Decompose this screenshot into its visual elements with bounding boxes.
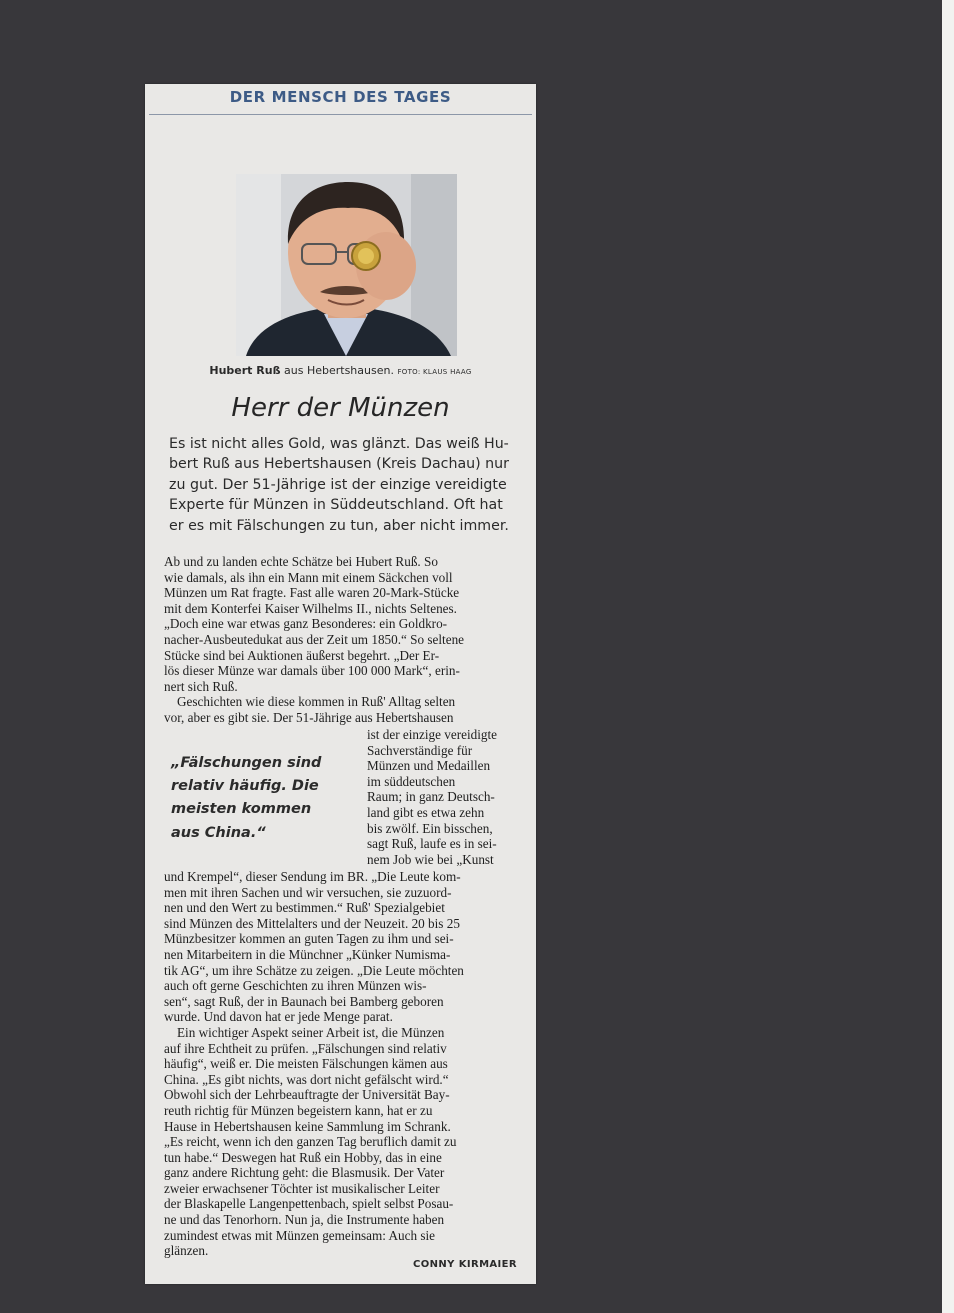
body-line: „Doch eine war etwas ganz Besonderes: ein Goldkro- — [164, 616, 448, 632]
lead-line: Experte für Münzen in Süddeutschland. Oft hat — [169, 497, 503, 514]
body-line: tun habe.“ Deswegen hat Ruß ein Hobby, das in eine — [164, 1149, 442, 1165]
body-line: Ein wichtiger Aspekt seiner Arbeit ist, die Münzen — [177, 1024, 445, 1040]
photo-credit: FOTO: KLAUS HAAG — [397, 368, 472, 376]
body-line: „Es reicht, wenn ich den ganzen Tag beruflich damit zu — [164, 1134, 457, 1150]
author-signature: CONNY KIRMAIER — [413, 1259, 518, 1270]
lead-line: Es ist nicht alles Gold, was glänzt. Das weiß Hu- — [169, 436, 509, 452]
body-line: Münzen und Medaillen — [367, 758, 491, 774]
body-line: der Blaskapelle Langenpettenbach, spielt selbst Posau- — [164, 1196, 454, 1212]
quote-line: relativ häufig. Die — [171, 778, 319, 795]
scanner-edge — [942, 0, 954, 1313]
body-line: Ab und zu landen echte Schätze bei Hubert Ruß. So — [164, 554, 438, 569]
body-line: Sachverständige für — [367, 742, 473, 758]
quote-line: aus China.“ — [171, 824, 266, 841]
lead-line: bert Ruß aus Hebertshausen (Kreis Dachau) nur — [169, 456, 509, 473]
body-line: auf ihre Echtheit zu prüfen. „Fälschungen sind relativ — [164, 1040, 447, 1056]
body-line: Geschichten wie diese kommen in Ruß' Alltag selten — [177, 694, 456, 710]
body-line: sind Münzen des Mittelalters und der Neuzeit. 20 bis 25 — [164, 915, 460, 931]
quote-line: meisten kommen — [171, 801, 312, 818]
body-line: sagt Ruß, laufe es in sei- — [367, 836, 497, 852]
body-text-right-column — [367, 727, 519, 867]
headline: Herr der Münzen — [231, 393, 450, 423]
quote-line: „Fälschungen sind — [171, 755, 322, 771]
body-line: men mit ihren Sachen und wir versuchen, sie zuzuord- — [164, 884, 452, 900]
body-line: mit dem Konterfei Kaiser Wilhelms II., nichts Seltenes. — [164, 600, 457, 616]
section-kicker: DER MENSCH DES TAGES — [229, 88, 452, 106]
body-line: ist der einzige vereidigte — [367, 727, 497, 742]
body-text-bottom — [164, 869, 519, 1259]
body-line: häufig“, weiß er. Die meisten Fälschungen kämen aus — [164, 1056, 448, 1072]
body-line: wurde. Und davon hat er jede Menge parat. — [164, 1009, 393, 1025]
body-line: tik AG“, um ihre Schätze zu zeigen. „Die Leute möchten — [164, 962, 464, 978]
body-line: nen und den Wert zu bestimmen.“ Ruß' Spezialgebiet — [164, 900, 445, 916]
portrait-photo — [236, 174, 457, 356]
body-line: und Krempel“, dieser Sendung im BR. „Die Leute kom- — [164, 869, 461, 884]
body-line: wie damals, als ihn ein Mann mit einem Säckchen voll — [164, 569, 453, 585]
body-line: Raum; in ganz Deutsch- — [367, 789, 495, 805]
newspaper-clipping — [145, 84, 536, 1284]
body-line: nen Mitarbeitern in die Münchner „Künker Numisma- — [164, 946, 451, 962]
body-line: Münzbesitzer kommen an guten Tagen zu ihm und sei- — [164, 931, 454, 947]
body-line: nacher-Ausbeutedukat aus der Zeit um 1850.“ So seltene — [164, 631, 465, 647]
lead-line: zu gut. Der 51-Jährige ist der einzige vereidigte — [169, 476, 507, 493]
lead-line: er es mit Fälschungen zu tun, aber nicht immer. — [169, 517, 509, 534]
body-line: land gibt es etwa zehn — [367, 804, 485, 820]
kicker-divider — [149, 114, 532, 115]
body-line: zweier erwachsener Töchter ist musikalischer Leiter — [164, 1180, 440, 1196]
body-line: bis zwölf. Ein bisschen, — [367, 820, 493, 836]
body-line: im süddeutschen — [367, 773, 456, 789]
body-line: zumindest etwas mit Münzen gemeinsam: Auch sie — [164, 1227, 436, 1243]
body-line: reuth richtig für Münzen begeistern kann, hat er zu — [164, 1102, 433, 1118]
body-line: Obwohl sich der Lehrbeauftragte der Universität Bay- — [164, 1087, 450, 1103]
body-line: lös dieser Münze war damals über 100 000 Mark“, erin- — [164, 663, 460, 679]
body-line: auch oft gerne Geschichten zu ihren Münzen wis- — [164, 978, 427, 994]
pull-quote — [171, 752, 351, 845]
body-line: Stücke sind bei Auktionen äußerst begehrt. „Der Er- — [164, 647, 440, 663]
photo-caption — [145, 364, 536, 377]
body-line: sen“, sagt Ruß, der in Baunach bei Bamberg geboren — [164, 993, 444, 1009]
caption-place: aus Hebertshausen. — [284, 364, 394, 377]
body-line: ne und das Tenorhorn. Nun ja, die Instrumente haben — [164, 1212, 445, 1228]
body-line: glänzen. — [164, 1243, 209, 1259]
body-line: ganz andere Richtung geht: die Blasmusik. Der Vater — [164, 1165, 445, 1181]
body-line: vor, aber es gibt sie. Der 51-Jährige aus Hebertshausen — [164, 709, 454, 725]
body-line: Münzen um Rat fragte. Fast alle waren 20-Mark-Stücke — [164, 585, 460, 601]
body-line: nem Job wie bei „Kunst — [367, 851, 494, 867]
body-text-top — [164, 554, 519, 726]
caption-name: Hubert Ruß — [209, 364, 281, 377]
body-line: China. „Es gibt nichts, was dort nicht gefälscht wird.“ — [164, 1071, 449, 1087]
body-line: Hause in Hebertshausen keine Sammlung im Schrank. — [164, 1118, 451, 1134]
body-line: nert sich Ruß. — [164, 678, 238, 694]
lead-paragraph — [169, 434, 519, 536]
